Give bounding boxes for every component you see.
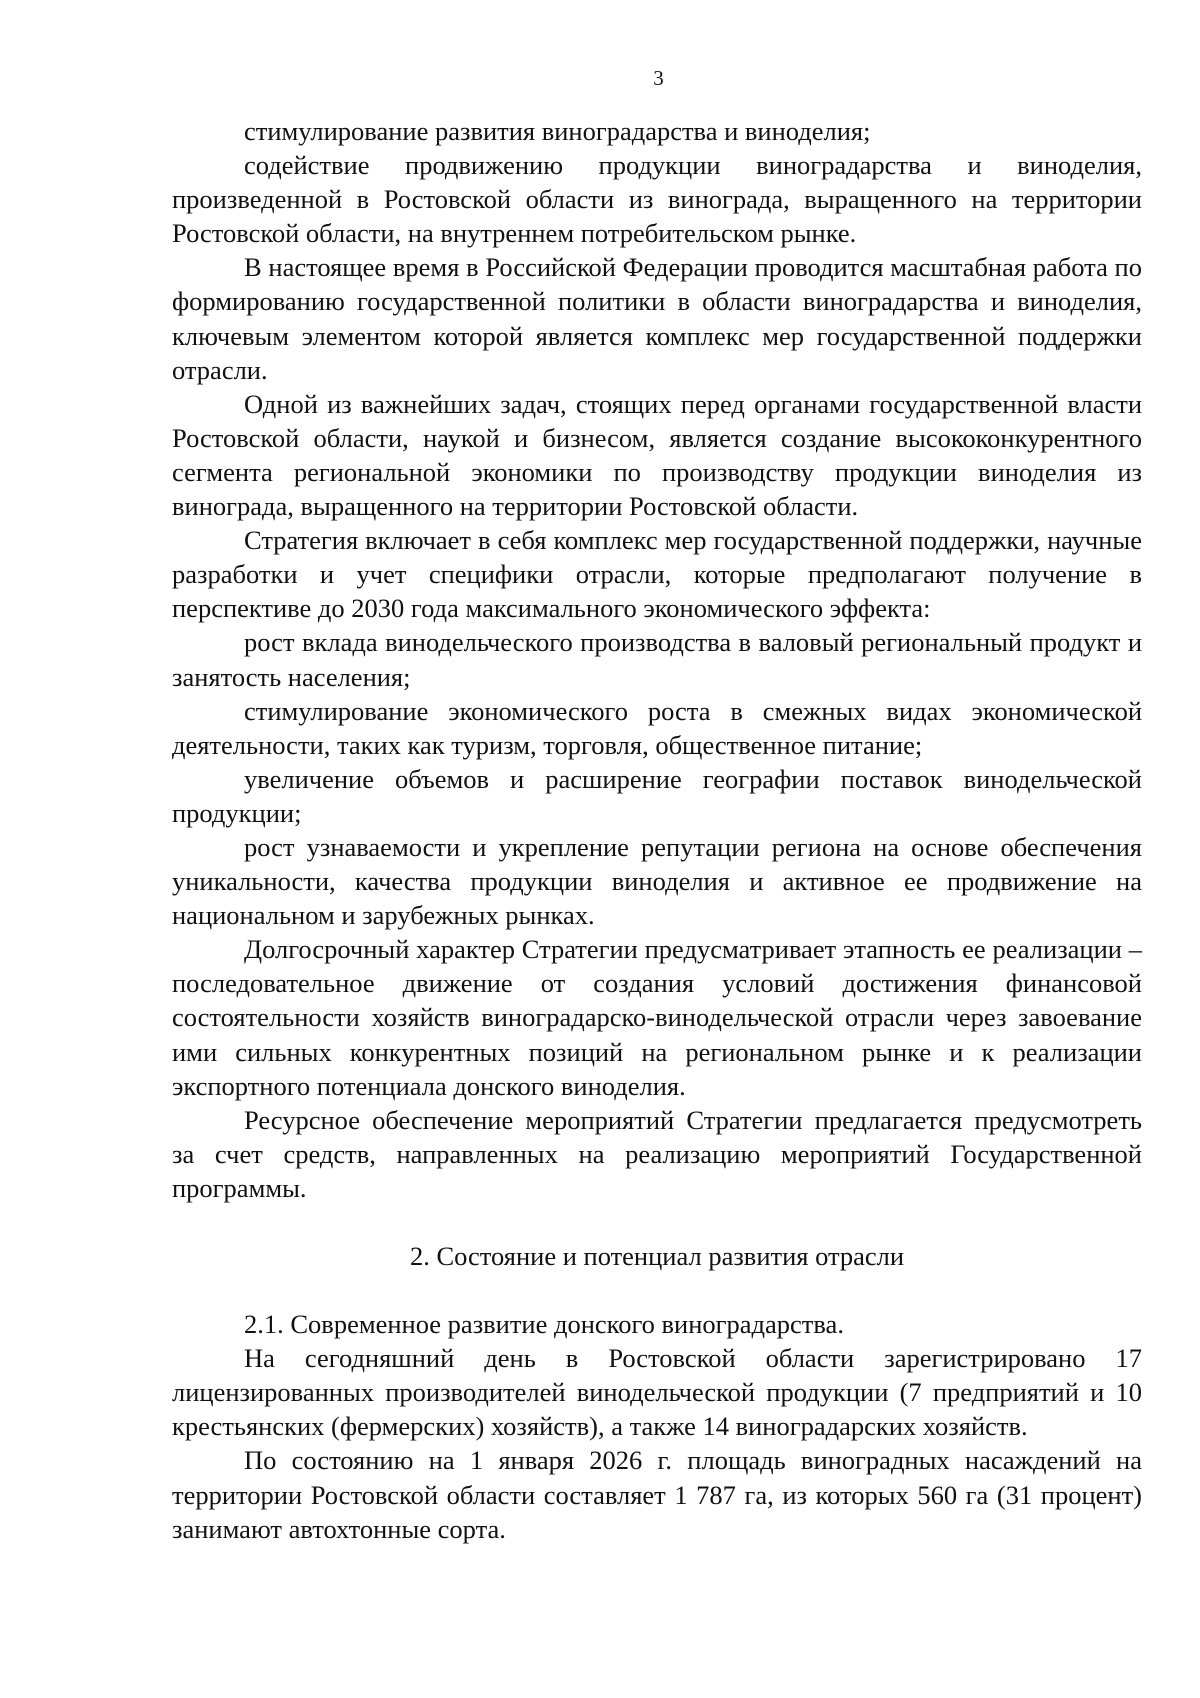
paragraph-resource-provision: Ресурсное обеспечение мероприятий Стратегии предлагается предусмотреть за счет средств, направленных на реализацию мероприятий Государственной программы. [172,1104,1142,1203]
paragraph-producers-count: На сегодняшний день в Ростовской области зарегистрировано 17 лицензированных производителей винодельческой продукции (7 предприятий и 10 крестьянских (фермерских) хозяйств), а также 14 виноградарских хозяйств. [172,1343,1142,1442]
paragraph-strategy-includes: Стратегия включает в себя комплекс мер государственной поддержки, научные разработки и учет специфики отрасли, которые предполагают получение в перспективе до 2030 года максимального экономического эффекта: [172,525,1142,624]
document-body [172,114,1142,1546]
paragraph-vineyard-area: По состоянию на 1 января 2026 г. площадь виноградных насаждений на территории Ростовской области составляет 1 787 га, из которых 560 га (31 процент) занимают автохтонные сорта. [172,1445,1142,1544]
subsection-title: 2.1. Современное развитие донского виноградарства. [244,1309,844,1340]
paragraph-effect-reputation: рост узнаваемости и укрепление репутации региона на основе обеспечения уникальности, качества продукции виноделия и активное ее продвижение на национальном и зарубежных рынках. [172,831,1142,931]
section-heading: 2. Состояние и потенциал развития отрасли [409,1241,905,1271]
paragraph-effect-related-sectors: стимулирование экономического роста в смежных видах экономической деятельности, таких как туризм, торговля, общественное питание; [172,695,1142,760]
paragraph-goal-stimulation: стимулирование развития виноградарства и виноделия; [244,116,871,146]
paragraph-goal-promotion: содействие продвижению продукции виноградарства и виноделия, произведенной в Ростовской области из винограда, выращенного на территории Ростовской области, на внутреннем потребительском рынке. [172,150,1142,249]
page-number: 3 [653,66,664,90]
paragraph-long-term-stages: Долгосрочный характер Стратегии предусматривает этапность ее реализации – последовательное движение от создания условий достижения финансовой состоятельности хозяйств виноградарско-винодельческой отрасли через завоевание ими сильных конкурентных позиций на региональном рынке и к реализации экспортного потенциала донского виноделия. [172,934,1142,1101]
paragraph-effect-supplies: увеличение объемов и расширение географии поставок винодельческой продукции; [172,763,1142,828]
paragraph-key-task: Одной из важнейших задач, стоящих перед органами государственной власти Ростовской области, наукой и бизнесом, является создание высококонкурентного сегмента региональной экономики по производству продукции виноделия из винограда, выращенного на территории Ростовской области. [172,388,1142,522]
paragraph-effect-growth: рост вклада винодельческого производства в валовый региональный продукт и занятость населения; [172,627,1142,692]
paragraph-federal-policy: В настоящее время в Российской Федерации проводится масштабная работа по формированию государственной политики в области виноградарства и виноделия, ключевым элементом которой является комплекс мер государственной поддержки отрасли. [172,252,1142,385]
